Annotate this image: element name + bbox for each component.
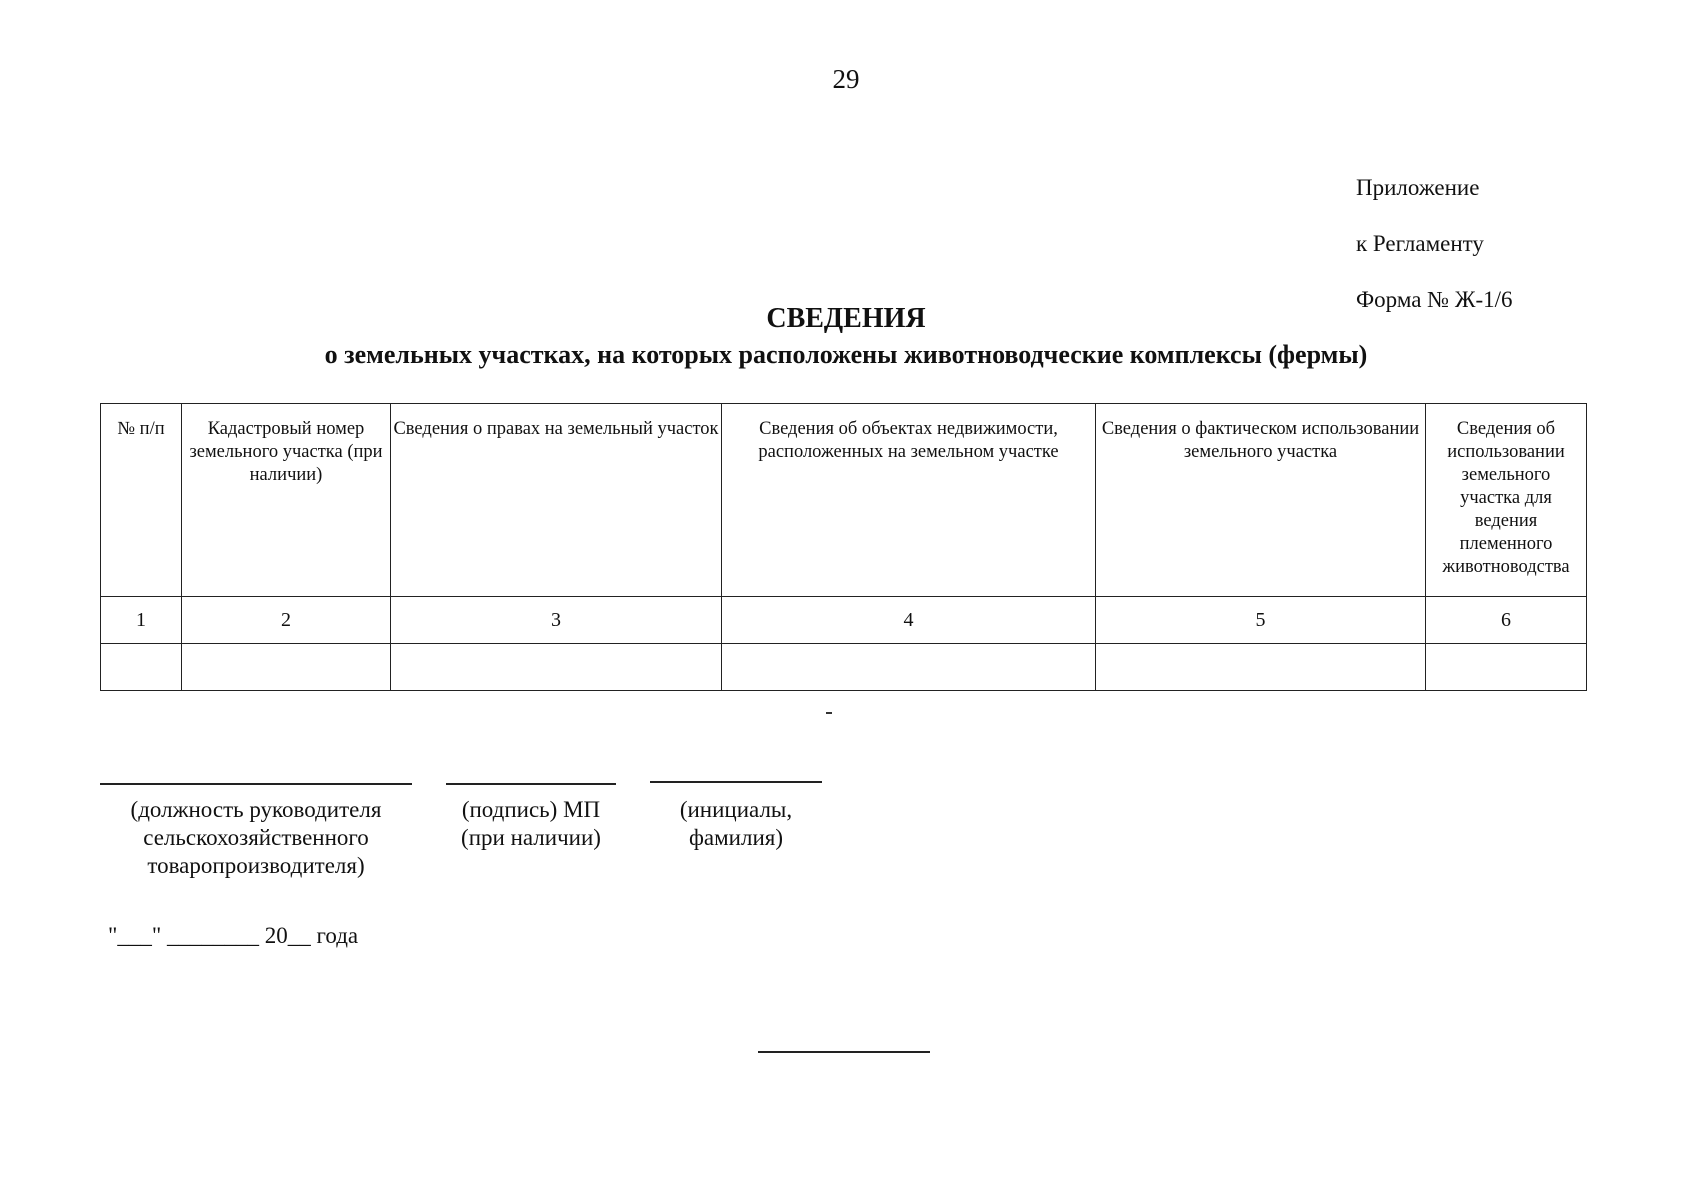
position-signature-line [100,783,412,785]
column-number-cell: 1 [101,597,182,644]
small-dash-mark [826,712,832,714]
initials-caption: (инициалы, фамилия) [679,797,793,850]
page-number: 29 [832,64,860,94]
initials-signature-line [650,781,822,783]
empty-cell [1096,644,1426,691]
column-numbers-row [101,597,1587,644]
date-line: "___" ________ 20__ года [108,923,359,948]
signature-caption: (подпись) МП (при наличии) [461,797,601,850]
header-actual-use: Сведения о фактическом использовании земельного участка [1096,404,1426,597]
form-number: Форма № Ж-1/6 [1356,287,1513,312]
position-caption: (должность руководителя сельскохозяйственного товаропроизводителя) [130,797,382,878]
appendix-title: Приложение [1356,175,1480,200]
header-row-number: № п/п [101,404,182,597]
empty-cell [182,644,391,691]
document-subtitle: о земельных участках, на которых расположены животноводческие комплексы (фермы) [324,340,1368,369]
header-real-estate-objects: Сведения об объектах недвижимости, расположенных на земельном участке [722,404,1096,597]
signature-line [446,783,616,785]
column-number-cell: 4 [722,597,1096,644]
header-breeding-use: Сведения об использовании земельного участка для ведения племенного животноводства [1426,404,1587,597]
empty-data-row [101,644,1587,691]
column-number-cell: 5 [1096,597,1426,644]
column-number-cell: 2 [182,597,391,644]
empty-cell [101,644,182,691]
end-of-page-line [758,1051,930,1053]
document-title: СВЕДЕНИЯ [766,303,926,334]
empty-cell [1426,644,1587,691]
column-number-cell: 6 [1426,597,1587,644]
column-number-cell: 3 [391,597,722,644]
appendix-reference: к Регламенту [1356,231,1484,256]
empty-cell [722,644,1096,691]
table-header-row [101,404,1587,597]
header-rights-info: Сведения о правах на земельный участок [391,404,722,597]
header-cadastral-number: Кадастровый номер земельного участка (при наличии) [182,404,391,597]
land-plots-table [100,403,1587,691]
empty-cell [391,644,722,691]
